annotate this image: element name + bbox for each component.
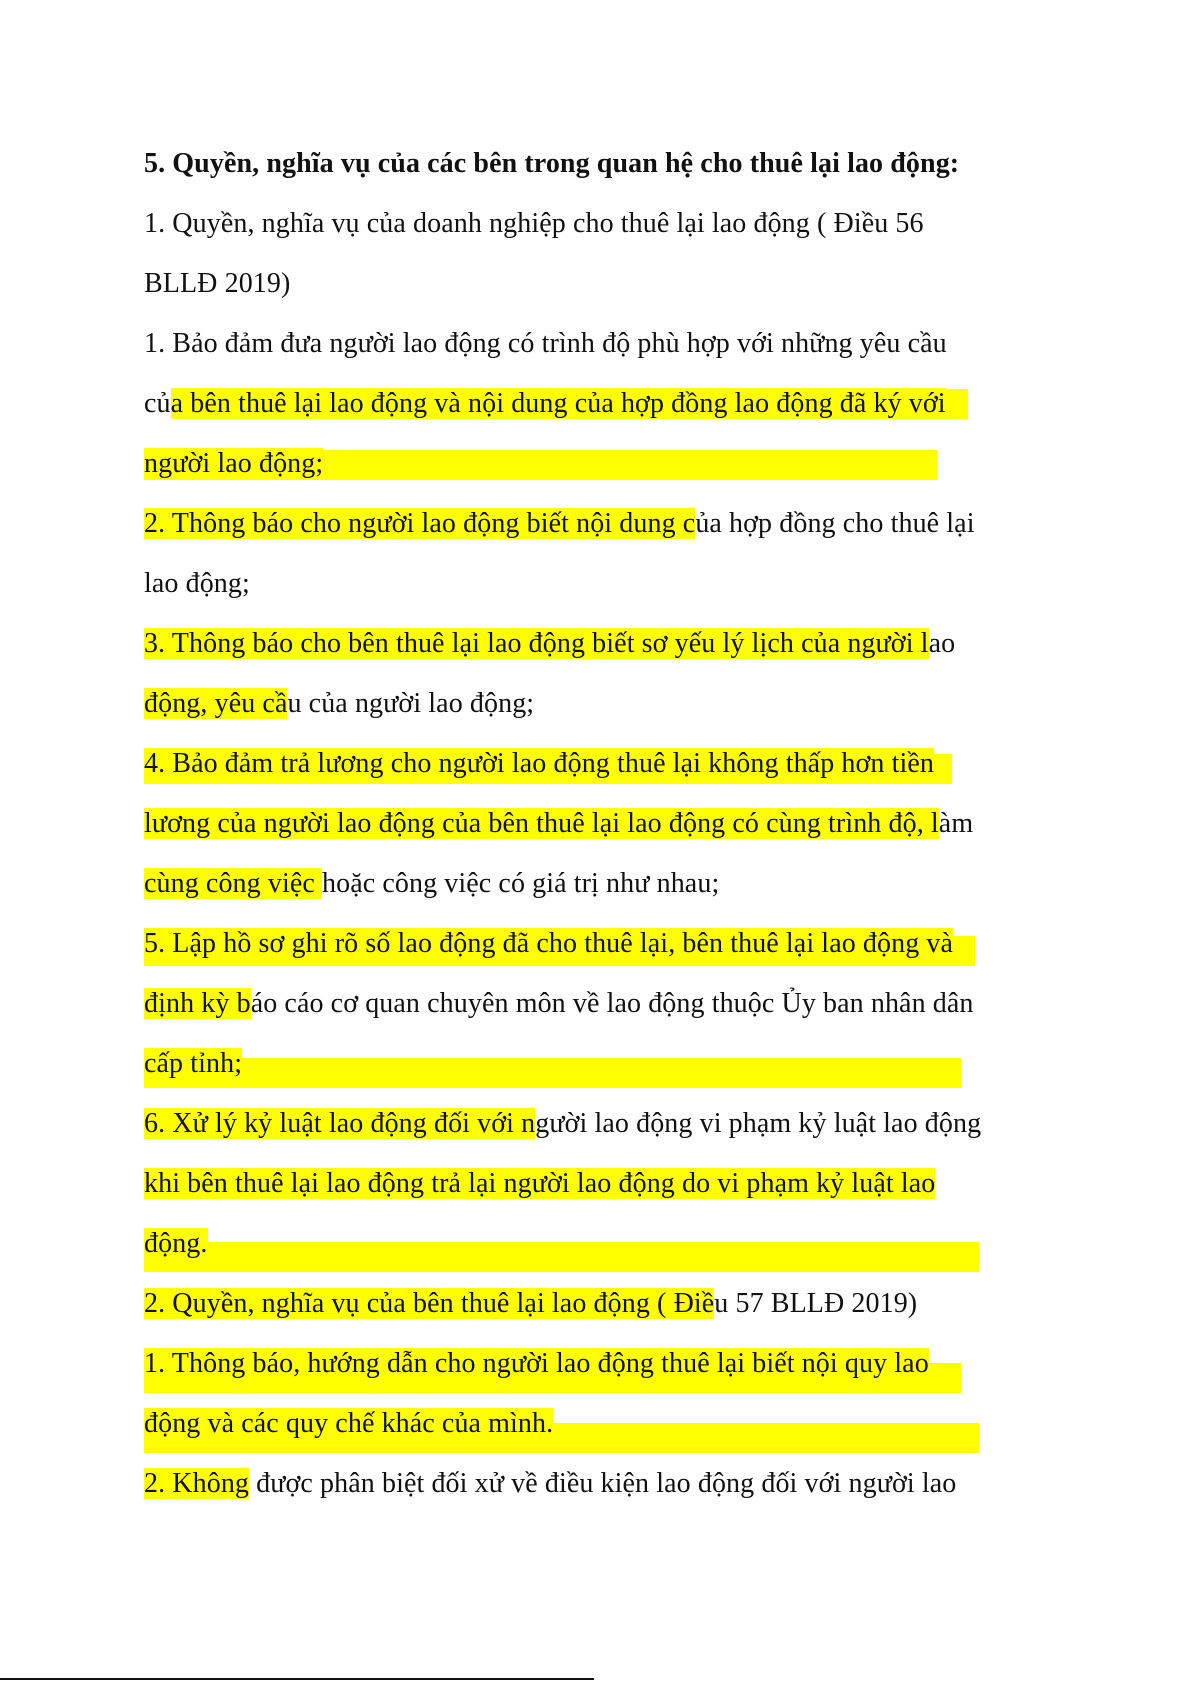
paragraph-line: lao động; bbox=[144, 568, 250, 599]
highlighted-text: khi bên thuê lại lao động trả lại người lao động do vi phạm kỷ luật lao bbox=[144, 1168, 936, 1199]
paragraph-line bbox=[144, 867, 719, 901]
paragraph-line bbox=[144, 987, 974, 1021]
text-run: được phân biệt đối xử về điều kiện lao động đối với người lao bbox=[249, 1468, 957, 1499]
highlighted-text: 2. Không bbox=[144, 1468, 250, 1499]
highlighted-text: 3. Thông báo cho bên thuê lại lao động biết sơ yếu lý lịch của người l bbox=[144, 628, 929, 659]
footnote-separator bbox=[0, 1678, 594, 1680]
paragraph-line bbox=[144, 927, 953, 961]
text-run: gười lao động vi phạm kỷ luật lao động bbox=[535, 1108, 982, 1139]
highlighted-text: 1. Thông báo, hướng dẫn cho người lao động thuê lại biết nội quy lao bbox=[144, 1348, 929, 1379]
highlight-bar bbox=[144, 1058, 961, 1088]
text-run: u 57 BLLĐ 2019) bbox=[714, 1288, 918, 1319]
paragraph-line bbox=[144, 1047, 242, 1081]
highlighted-text: động, yêu cầ bbox=[144, 688, 288, 719]
paragraph-line bbox=[144, 447, 323, 481]
paragraph-line bbox=[144, 1467, 956, 1501]
paragraph-line bbox=[144, 1287, 917, 1321]
highlighted-text: cùng công việc bbox=[144, 868, 322, 899]
highlighted-text: 2. Thông báo cho người lao động biết nội dung c bbox=[144, 508, 696, 539]
section-heading: 5. Quyền, nghĩa vụ của các bên trong quan hệ cho thuê lại lao động: bbox=[144, 148, 960, 179]
paragraph-line bbox=[144, 627, 955, 661]
highlighted-text: a bên thuê lại lao động và nội dung của hợp đồng lao động đã ký với bbox=[170, 388, 946, 419]
paragraph-line: 1. Quyền, nghĩa vụ của doanh nghiệp cho thuê lại lao động ( Điều 56 bbox=[144, 208, 924, 239]
text-run: áo cáo cơ quan chuyên môn về lao động thuộc Ủy ban nhân dân bbox=[250, 988, 974, 1019]
text-run: củ bbox=[144, 388, 171, 419]
paragraph-line bbox=[144, 1347, 929, 1381]
paragraph-line bbox=[144, 747, 934, 781]
highlight-bar bbox=[144, 1242, 979, 1272]
highlighted-text: động. bbox=[144, 1228, 208, 1259]
highlighted-text: 4. Bảo đảm trả lương cho người lao động thuê lại không thấp hơn tiền bbox=[144, 748, 934, 779]
paragraph-line bbox=[144, 1227, 208, 1261]
highlighted-text: 5. Lập hồ sơ ghi rõ số lao động đã cho thuê lại, bên thuê lại lao động và bbox=[144, 928, 954, 959]
highlighted-text: động và các quy chế khác của mình. bbox=[144, 1408, 554, 1439]
text-run: hoặc công việc có giá trị như nhau; bbox=[322, 868, 720, 899]
paragraph-line: BLLĐ 2019) bbox=[144, 268, 291, 299]
paragraph-line: 1. Bảo đảm đưa người lao động có trình độ phù hợp với những yêu cầu bbox=[144, 328, 947, 359]
text-run: u của người lao động; bbox=[287, 688, 535, 719]
highlighted-text: lương của người lao động của bên thuê lại lao động có cùng trình độ, l bbox=[144, 808, 939, 839]
paragraph-line bbox=[144, 1407, 553, 1441]
paragraph-line bbox=[144, 507, 975, 541]
paragraph-line bbox=[144, 687, 534, 721]
text-run: ao bbox=[928, 628, 956, 659]
paragraph-line bbox=[144, 807, 973, 841]
text-run: àm bbox=[938, 808, 974, 839]
paragraph-line bbox=[144, 1167, 935, 1201]
highlighted-text: định kỳ b bbox=[144, 988, 251, 1019]
highlighted-text: người lao động; bbox=[144, 448, 324, 479]
paragraph-line bbox=[144, 387, 946, 421]
highlighted-text: 6. Xử lý kỷ luật lao động đối với n bbox=[144, 1108, 536, 1139]
highlighted-text: cấp tỉnh; bbox=[144, 1048, 243, 1079]
paragraph-line bbox=[144, 1107, 981, 1141]
text-run: ủa hợp đồng cho thuê lại bbox=[695, 508, 975, 539]
highlighted-text: 2. Quyền, nghĩa vụ của bên thuê lại lao động ( Điề bbox=[144, 1288, 715, 1319]
